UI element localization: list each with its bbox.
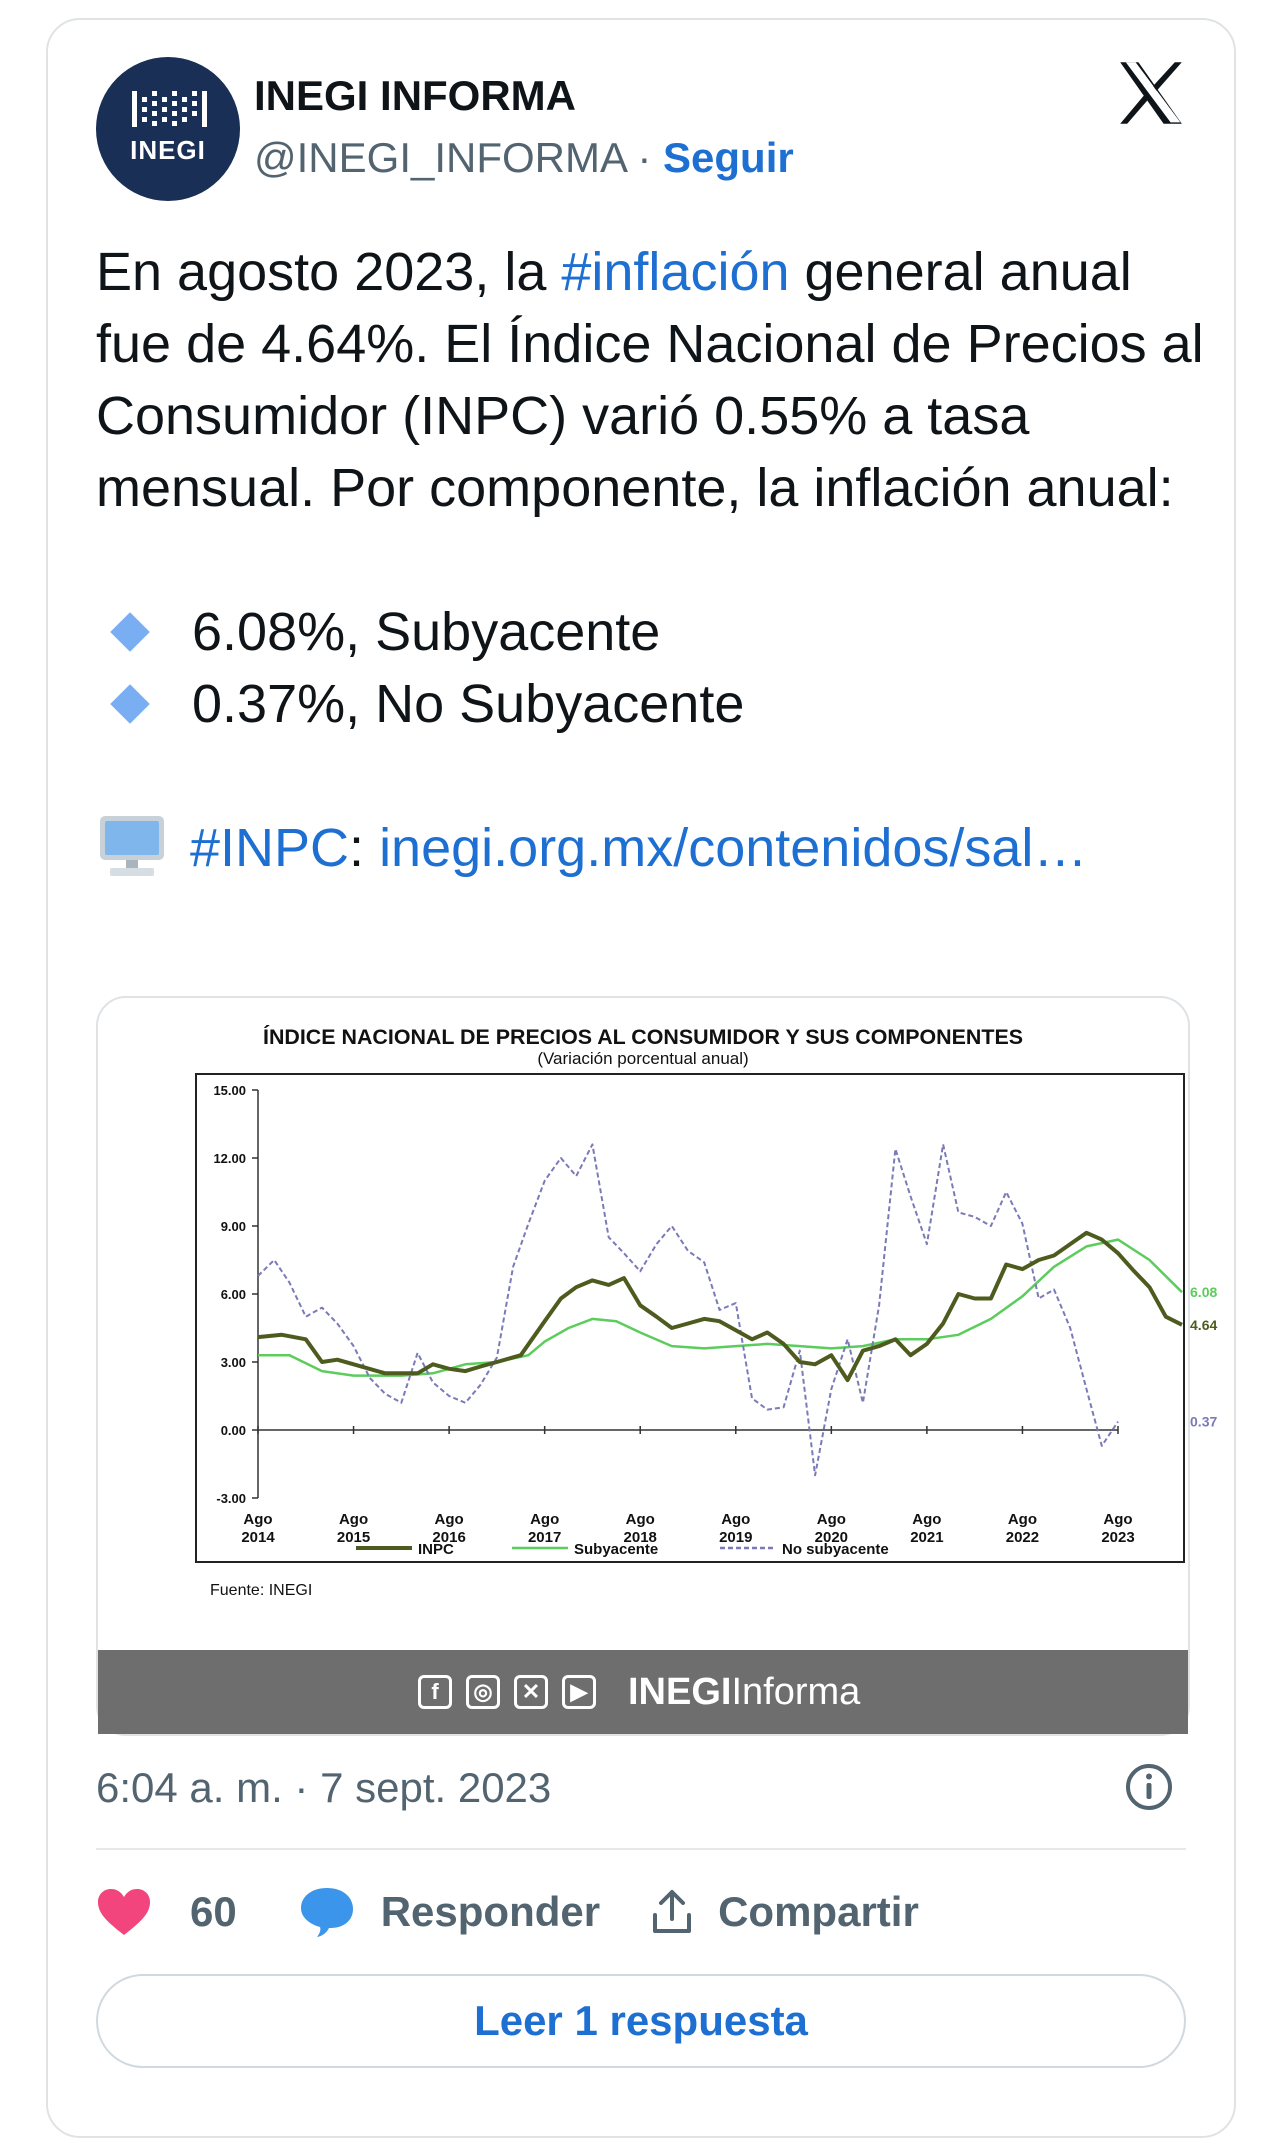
read-replies-button[interactable]: Leer 1 respuesta <box>96 1974 1186 2068</box>
x-tick-label-year: 2018 <box>623 1529 657 1546</box>
hashtag-inflacion-link[interactable]: #inflación <box>561 242 790 302</box>
x-tick-label-year: 2022 <box>1005 1529 1040 1546</box>
divider <box>96 1848 1186 1850</box>
x-tick-label-year: 2021 <box>910 1529 944 1546</box>
tweet-text <box>96 236 1206 888</box>
series-line-0 <box>258 1233 1182 1380</box>
series-end-label: 4.64 <box>1190 1316 1218 1333</box>
y-tick-label: 9.00 <box>220 1219 246 1234</box>
reply-button[interactable] <box>299 1886 600 1938</box>
x-icon: ✕ <box>514 1675 548 1709</box>
x-tick-label-month: Ago <box>1103 1511 1133 1528</box>
share-button[interactable] <box>652 1888 919 1936</box>
tweet-paragraph <box>96 236 1206 524</box>
heart-icon <box>96 1887 152 1937</box>
youtube-icon: ▶ <box>562 1675 596 1709</box>
bullet-subyacente <box>96 596 1206 668</box>
account-name[interactable]: INEGI INFORMA <box>254 72 576 119</box>
chart-title: ÍNDICE NACIONAL DE PRECIOS AL CONSUMIDOR Y SUS COMPONENTES <box>263 1026 1023 1049</box>
chart-legend <box>356 1541 889 1558</box>
y-tick-label: -3.00 <box>216 1491 246 1506</box>
tweet-timestamp[interactable]: 6:04 a. m. · 7 sept. 2023 <box>96 1764 552 1811</box>
computer-icon <box>96 810 168 882</box>
separator-dot: · <box>637 134 652 181</box>
x-tick-label-month: Ago <box>530 1511 560 1528</box>
y-tick-label: 3.00 <box>220 1355 246 1370</box>
x-tick-label-month: Ago <box>434 1511 464 1528</box>
facebook-icon: f <box>418 1675 452 1709</box>
share-label: Compartir <box>718 1888 919 1935</box>
inegi-url-link[interactable]: inegi.org.mx/contenidos/sal… <box>379 818 1088 878</box>
x-tick-label-month: Ago <box>721 1511 751 1528</box>
inegi-informa-brand <box>628 1671 860 1714</box>
media-footer-content <box>418 1668 860 1716</box>
y-tick-label: 6.00 <box>220 1287 246 1302</box>
y-tick-label: 12.00 <box>213 1151 246 1166</box>
x-tick-label-year: 2020 <box>814 1529 849 1546</box>
x-tick-label-year: 2017 <box>527 1529 562 1546</box>
link-line <box>96 812 1206 888</box>
chart-lines <box>258 1144 1217 1475</box>
share-icon <box>652 1889 692 1935</box>
legend-label: Subyacente <box>574 1541 659 1558</box>
x-tick-label-year: 2014 <box>241 1529 275 1546</box>
x-tick-label-month: Ago <box>1007 1511 1038 1528</box>
y-tick-label: 15.00 <box>213 1083 246 1098</box>
instagram-icon: ◎ <box>466 1675 500 1709</box>
follow-button[interactable]: Seguir <box>663 134 794 181</box>
legend-label: No subyacente <box>782 1541 889 1558</box>
brand-bold: INEGI <box>628 1670 732 1713</box>
tweet-actions <box>96 1882 919 1942</box>
x-tick-label-year: 2015 <box>336 1529 371 1546</box>
x-tick-label-month: Ago <box>338 1511 369 1528</box>
tweet-text-segment: En agosto 2023, la <box>96 242 562 302</box>
x-tick-label-month: Ago <box>816 1511 846 1528</box>
bullet-text: 6.08%, Subyacente <box>192 602 661 662</box>
chart-subtitle: (Variación porcentual anual) <box>537 1049 749 1068</box>
inegi-logo-icon <box>130 89 210 129</box>
chart-frame <box>196 1074 1184 1562</box>
brand-rest: Informa <box>731 1670 861 1713</box>
diamond-icon <box>110 684 150 724</box>
x-tick-label-month: Ago <box>912 1511 942 1528</box>
x-tick-label-year: 2019 <box>719 1529 753 1546</box>
colon-text: : <box>349 818 380 878</box>
speech-bubble-icon <box>299 1886 355 1938</box>
series-end-label: 6.08 <box>1190 1284 1218 1301</box>
media-footer-bar <box>98 1650 1188 1734</box>
diamond-icon <box>110 612 150 652</box>
series-end-label: 0.37 <box>1190 1413 1218 1430</box>
tweet-media-image[interactable] <box>96 996 1218 1736</box>
avatar[interactable] <box>96 57 240 201</box>
tweet-text-segment: general anual fue de 4.64%. El Índice Nacional de Precios al Consumidor (INPC) varió 0.55% a tasa mensual. Por componente, la inflación anual: <box>96 242 1204 518</box>
like-button[interactable] <box>96 1887 237 1937</box>
series-line-2 <box>258 1144 1118 1475</box>
x-tick-label-year: 2023 <box>1101 1529 1135 1546</box>
reply-label: Responder <box>380 1888 601 1935</box>
bullet-text: 0.37%, No Subyacente <box>192 674 745 734</box>
account-handle[interactable]: @INEGI_INFORMA <box>254 134 626 181</box>
inflation-chart <box>98 998 1218 1648</box>
hashtag-inpc-link[interactable]: #INPC <box>190 818 350 878</box>
y-tick-label: 0.00 <box>220 1423 246 1438</box>
legend-label: INPC <box>418 1541 454 1558</box>
x-tick-label-month: Ago <box>243 1511 273 1528</box>
avatar-wordmark: INEGI <box>130 135 206 165</box>
info-icon[interactable] <box>1124 1762 1174 1812</box>
chart-source: Fuente: INEGI <box>210 1582 313 1599</box>
x-logo-icon[interactable] <box>1116 58 1186 128</box>
x-tick-label-month: Ago <box>625 1511 655 1528</box>
like-count: 60 <box>190 1888 237 1935</box>
x-tick-label-year: 2016 <box>432 1529 466 1546</box>
bullet-no-subyacente <box>96 668 1206 740</box>
handle-row <box>254 134 794 182</box>
